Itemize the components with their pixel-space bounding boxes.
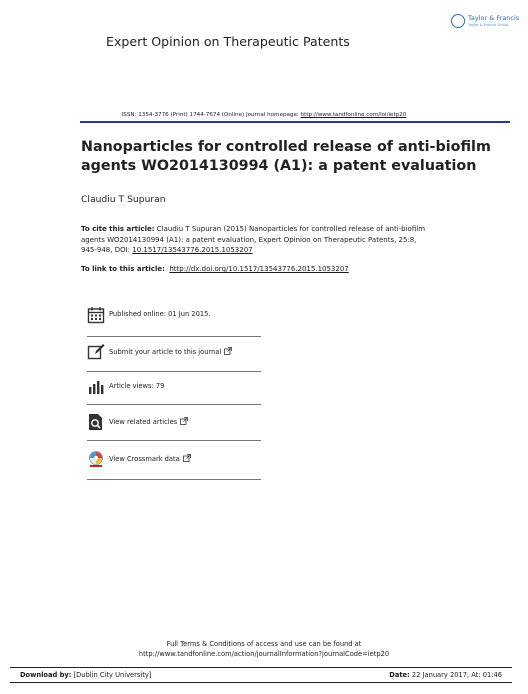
header-rule [80, 121, 510, 123]
divider [87, 440, 261, 441]
publisher-logo [451, 12, 521, 34]
related-articles-icon [87, 413, 105, 431]
issn-text: ISSN: 1354-3776 (Print) 1744-7674 (Online) Journal homepage: [121, 112, 301, 118]
article-views-row [87, 372, 261, 402]
download-by-label: Download by: [20, 671, 72, 679]
external-link-icon [224, 347, 232, 355]
divider [87, 479, 261, 480]
issn-line [0, 112, 528, 118]
footer-terms-line1: Full Terms & Conditions of access and use can be found at [166, 640, 362, 648]
article-title: Nanoparticles for controlled release of anti-biofilm agents WO2014130994 (A1): a patent evaluation [81, 139, 491, 174]
download-date-value: 22 January 2017, At: 01:46 [409, 671, 502, 679]
submit-article-link[interactable] [109, 347, 232, 356]
crossmark-link[interactable] [109, 454, 191, 463]
citation-block [81, 224, 431, 256]
submit-article-row[interactable] [87, 337, 261, 367]
published-online-row [87, 300, 261, 330]
crossmark-icon [87, 450, 105, 468]
download-date-label: Date: [389, 671, 410, 679]
crossmark-label: View Crossmark data [109, 455, 180, 463]
external-link-icon [180, 417, 188, 425]
bar-chart-icon [87, 378, 105, 396]
article-doi-url-link[interactable]: http://dx.doi.org/10.1517/13543776.2015.1053207 [169, 265, 349, 273]
article-views-text: Article views: 79 [109, 382, 165, 390]
footer-terms [0, 640, 528, 659]
published-online-text: Published online: 01 Jun 2015. [109, 310, 211, 318]
citation-label: To cite this article: [81, 225, 155, 233]
related-articles-label: View related articles [109, 418, 178, 426]
external-link-icon [183, 454, 191, 462]
download-info-bar [10, 667, 512, 683]
download-by-value: [Dublin City University] [71, 671, 152, 679]
edit-icon [87, 343, 105, 361]
article-author: Claudiu T Supuran [81, 194, 166, 205]
download-date [389, 671, 502, 679]
divider [87, 404, 261, 405]
submit-article-label: Submit your article to this journal [109, 348, 222, 356]
article-link-label: To link to this article: [81, 265, 165, 273]
related-articles-link[interactable] [109, 417, 188, 426]
crossmark-row[interactable] [87, 444, 261, 474]
publisher-name: Taylor & Francis [468, 14, 520, 22]
article-link-line [81, 265, 349, 273]
calendar-icon [87, 306, 105, 324]
citation-doi-link[interactable]: 10.1517/13543776.2015.1053207 [132, 246, 253, 254]
publisher-logo-icon [451, 14, 465, 28]
related-articles-row[interactable] [87, 407, 261, 437]
journal-title: Expert Opinion on Therapeutic Patents [106, 34, 350, 49]
journal-homepage-link[interactable]: http://www.tandfonline.com/loi/ietp20 [300, 112, 407, 118]
footer-terms-url-link[interactable]: http://www.tandfonline.com/action/journalInformation?journalCode=ietp20 [138, 649, 390, 658]
publisher-tagline: Taylor & Francis Group [468, 23, 509, 27]
download-by [20, 671, 151, 679]
citation-text: Claudiu T Supuran (2015) Nanoparticles for controlled release of anti-biofilm agents WO2014130994 (A1): a patent evaluation, Expert Opinion on Therapeutic Patents, 25:8, 945-948, DOI: [81, 225, 426, 254]
